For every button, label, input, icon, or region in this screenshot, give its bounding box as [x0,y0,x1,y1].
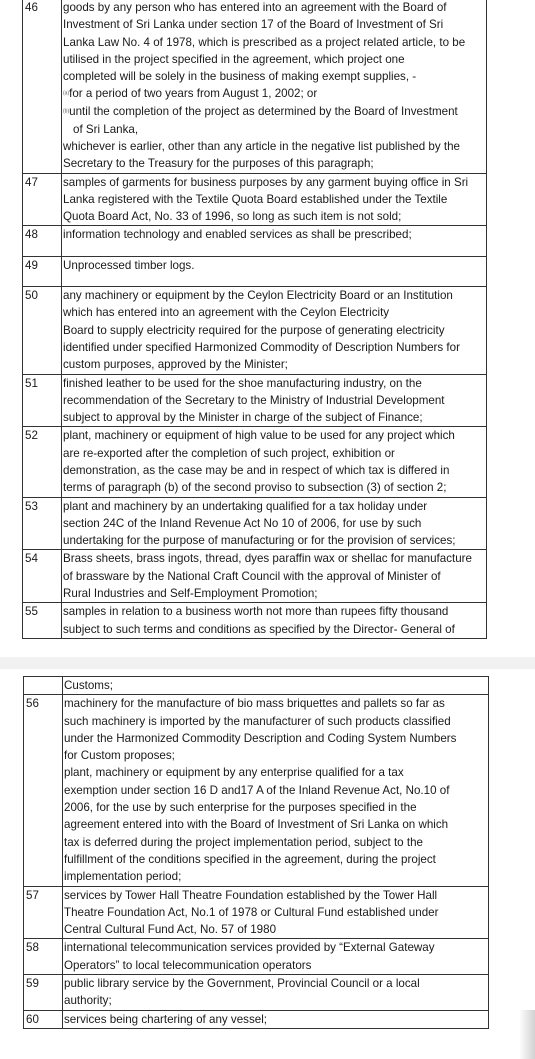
item-text [62,550,487,603]
table-row [23,374,487,427]
table-row [24,886,489,939]
table-row [23,226,487,256]
item-number: 49 [23,256,62,286]
scroll-edge-shadow [519,1010,535,1059]
item-text-line: Lanka registered with the Textile Quota Board established under the Textile [63,192,448,206]
table-row [23,256,487,286]
table-row [23,287,487,374]
item-text-line: custom purposes, approved by the Minister; [63,358,288,372]
item-text-line: subject to approval by the Minister in charge of the subject of Finance; [63,411,423,425]
item-text-line [63,103,486,121]
item-text [62,374,487,427]
item-text-line: terms of paragraph (b) of the second proviso to subsection (3) of section 2; [63,481,447,495]
item-text-line: public library service by the Government, Provincial Council or a local [64,977,420,991]
item-text [62,0,487,173]
table-row [23,603,487,639]
item-number: 56 [24,695,63,886]
item-number: 48 [23,226,62,256]
item-text-line: identified under specified Harmonized Commodity of Description Numbers for [63,340,460,354]
item-text-line: for Custom proposes; [64,749,175,763]
item-text [62,226,487,256]
item-text-line: implementation period; [64,870,182,884]
item-number: 51 [23,374,62,427]
table-row [23,427,487,497]
item-text-line: of Sri Lanka, [73,122,139,136]
item-number: 60 [24,1010,63,1028]
item-number: 46 [23,0,62,173]
item-text-line: goods by any person who has entered into an agreement with the Board of [63,1,447,14]
item-text-line: plant, machinery or equipment by any enterprise qualified for a tax [64,766,404,780]
item-text-line: Theatre Foundation Act, No.1 of 1978 or Cultural Fund established under [64,905,439,919]
item-text-line: Lanka Law No. 4 of 1978, which is prescribed as a project related article, to be [63,35,466,49]
item-text-line [63,85,486,103]
item-text-line: 2006, for the use by such enterprise for the purposes specified in the [64,801,417,815]
item-number: 55 [23,603,62,639]
item-text-line: plant, machinery or equipment of high value to be used for any project which [63,429,455,443]
item-text-line: under the Harmonized Commodity Description and Coding System Numbers [64,731,457,745]
item-text-line: are re-exported after the completion of such project, exhibition or [63,446,395,460]
table-row [24,677,489,695]
item-number: 47 [23,173,62,226]
item-text-line: section 24C of the Inland Revenue Act No 10 of 2006, for use by such [63,516,422,530]
item-text [62,603,487,639]
item-text-line: Rural Industries and Self-Employment Promotion; [63,587,318,601]
item-text-line: Unprocessed timber logs. [63,258,195,272]
table-row [24,975,489,1011]
item-number: 53 [23,497,62,550]
item-text [62,256,487,286]
item-text-line: demonstration, as the case may be and in respect of which tax is differed in [63,463,450,477]
item-text-line: Secretary to the Treasury for the purposes of this paragraph; [63,157,374,171]
exemption-table-page-1 [22,0,487,639]
item-text-line: tax is deferred during the project implementation period, subject to the [64,835,423,849]
item-number [24,677,63,695]
item-text-line: samples in relation to a business worth not more than rupees fifty thousand [63,605,449,619]
item-number: 57 [24,886,63,939]
page-separator [0,657,535,669]
item-text-line: of brassware by the National Craft Council with the approval of Minister of [63,569,441,583]
item-text-line: services by Tower Hall Theatre Foundation established by the Tower Hall [64,888,438,902]
item-text-line: subject to such terms and conditions as specified by the Director- General of [63,622,455,636]
table-row [23,497,487,550]
item-text [63,1010,489,1028]
item-text [63,695,489,886]
item-text-line: Brass sheets, brass ingots, thread, dyes paraffin wax or shellac for manufacture [63,552,472,566]
item-number: 52 [23,427,62,497]
item-text-line: Operators” to local telecommunication operators [64,958,312,972]
exemption-table-page-2 [23,676,489,1029]
item-text-line: finished leather to be used for the shoe manufacturing industry, on the [63,376,422,390]
item-text [62,497,487,550]
item-text-line: such machinery is imported by the manufacturer of such products classified [64,714,451,728]
item-text [63,975,489,1011]
item-text-line: Central Cultural Fund Act, No. 57 of 1980 [64,923,277,937]
item-text-line: services being chartering of any vessel; [64,1012,267,1026]
item-text-line: undertaking for the purpose of manufacturing or for the provision of services; [63,534,456,548]
item-text-line: information technology and enabled services as shall be prescribed; [63,228,412,242]
item-text-line: international telecommunication services provided by “External Gateway [64,941,435,955]
item-text-line: plant and machinery by an undertaking qualified for a tax holiday under [63,499,428,513]
item-text-line: recommendation of the Secretary to the Ministry of Industrial Development [63,393,445,407]
item-text-line: Board to supply electricity required for the purpose of generating electricity [63,323,445,337]
sub-item-marker: (a) [63,90,70,97]
document-page-2 [0,669,535,1059]
table-row [23,173,487,226]
table-row [24,695,489,886]
item-text-line: samples of garments for business purposes by any garment buying office in Sri [63,175,469,189]
item-text-line: utilised in the project specified in the agreement, which project one [63,52,405,66]
sub-item-text: until the completion of the project as determined by the Board of Investment [69,105,458,119]
sub-item-text: for a period of two years from August 1, 2002; or [69,87,318,101]
item-text [62,427,487,497]
item-text-line: machinery for the manufacture of bio mass briquettes and pallets so far as [64,697,445,711]
item-number: 59 [24,975,63,1011]
item-text [63,939,489,975]
item-text-line: Quota Board Act, No. 33 of 1996, so long as such item is not sold; [63,210,402,224]
sub-item-marker: (b) [63,108,70,115]
item-text-line: completed will be solely in the business of making exempt supplies, - [63,70,417,84]
item-text-line: authority; [64,994,112,1008]
item-text-line: exemption under section 16 D and17 A of the Inland Revenue Act, No.10 of [64,783,450,797]
item-text-line: Investment of Sri Lanka under section 17 of the Board of Investment of Sri [63,18,444,32]
item-text [62,287,487,374]
item-text-line: whichever is earlier, other than any article in the negative list published by the [63,139,460,153]
table-row [23,0,487,173]
item-number: 58 [24,939,63,975]
item-text-line: agreement entered into with the Board of Investment of Sri Lanka on which [64,818,449,832]
item-text-line: which has entered into an agreement with the Ceylon Electricity [63,306,390,320]
item-text-line: fulfillment of the conditions specified in the agreement, during the project [64,852,436,866]
item-text-line: Customs; [64,679,113,692]
item-text [62,173,487,226]
item-text [63,677,489,695]
table-row [24,939,489,975]
item-text [63,886,489,939]
item-number: 50 [23,287,62,374]
table-row [23,550,487,603]
item-text-line: any machinery or equipment by the Ceylon Electricity Board or an Institution [63,289,453,303]
item-number: 54 [23,550,62,603]
table-row [24,1010,489,1028]
